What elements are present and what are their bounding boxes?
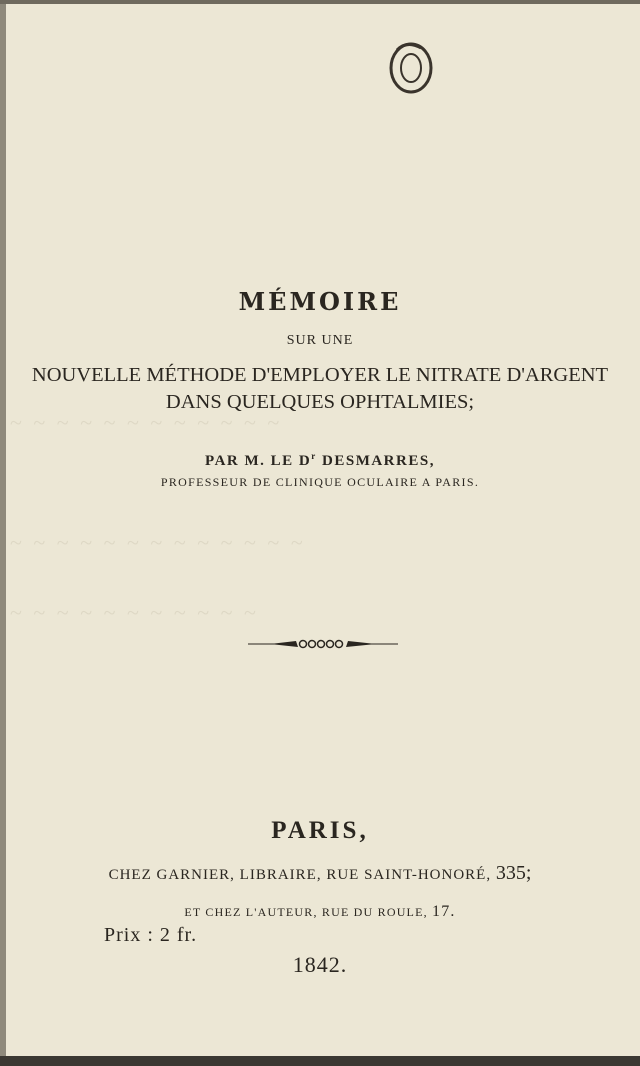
author-sup: r — [311, 451, 317, 461]
show-through-text: ~ ~ ~ ~ ~ ~ ~ ~ ~ ~ ~ ~ — [10, 410, 283, 435]
publisher-number: 335; — [495, 862, 532, 884]
imprint-publisher — [0, 862, 640, 885]
author-address-number: 17. — [432, 903, 456, 920]
author-address-text: ET CHEZ L'AUTEUR, RUE DU ROULE, — [184, 905, 428, 919]
show-through-text: ~ ~ ~ ~ ~ ~ ~ ~ ~ ~ ~ — [10, 600, 259, 625]
author-name: DESMARRES, — [316, 453, 435, 469]
page-top-edge — [0, 0, 640, 4]
library-stamp-icon — [385, 38, 437, 96]
author-position: PROFESSEUR DE CLINIQUE OCULAIRE A PARIS. — [160, 475, 480, 489]
price: Prix : 2 fr. — [104, 924, 198, 946]
title-line-1: NOUVELLE MÉTHODE D'EMPLOYER LE NITRATE D'ARGENT — [31, 364, 609, 386]
author-prefix: PAR M. LE D — [205, 453, 312, 469]
ornament-rule — [248, 637, 398, 651]
title-line-2: DANS QUELQUES OPHTALMIES; — [165, 391, 475, 413]
show-through-text: ~ ~ ~ ~ ~ ~ ~ ~ ~ ~ ~ ~ ~ — [10, 530, 306, 555]
memoir-title: MÉMOIRE — [238, 287, 402, 316]
imprint-city: PARIS, — [271, 817, 369, 844]
publication-year: 1842. — [292, 952, 348, 977]
author-line — [0, 451, 640, 470]
page-bottom-edge — [0, 1056, 640, 1066]
title-sub: SUR UNE — [286, 333, 354, 348]
imprint-author-address — [0, 903, 640, 921]
publisher-text: CHEZ GARNIER, LIBRAIRE, RUE SAINT-HONORÉ, — [108, 867, 492, 883]
